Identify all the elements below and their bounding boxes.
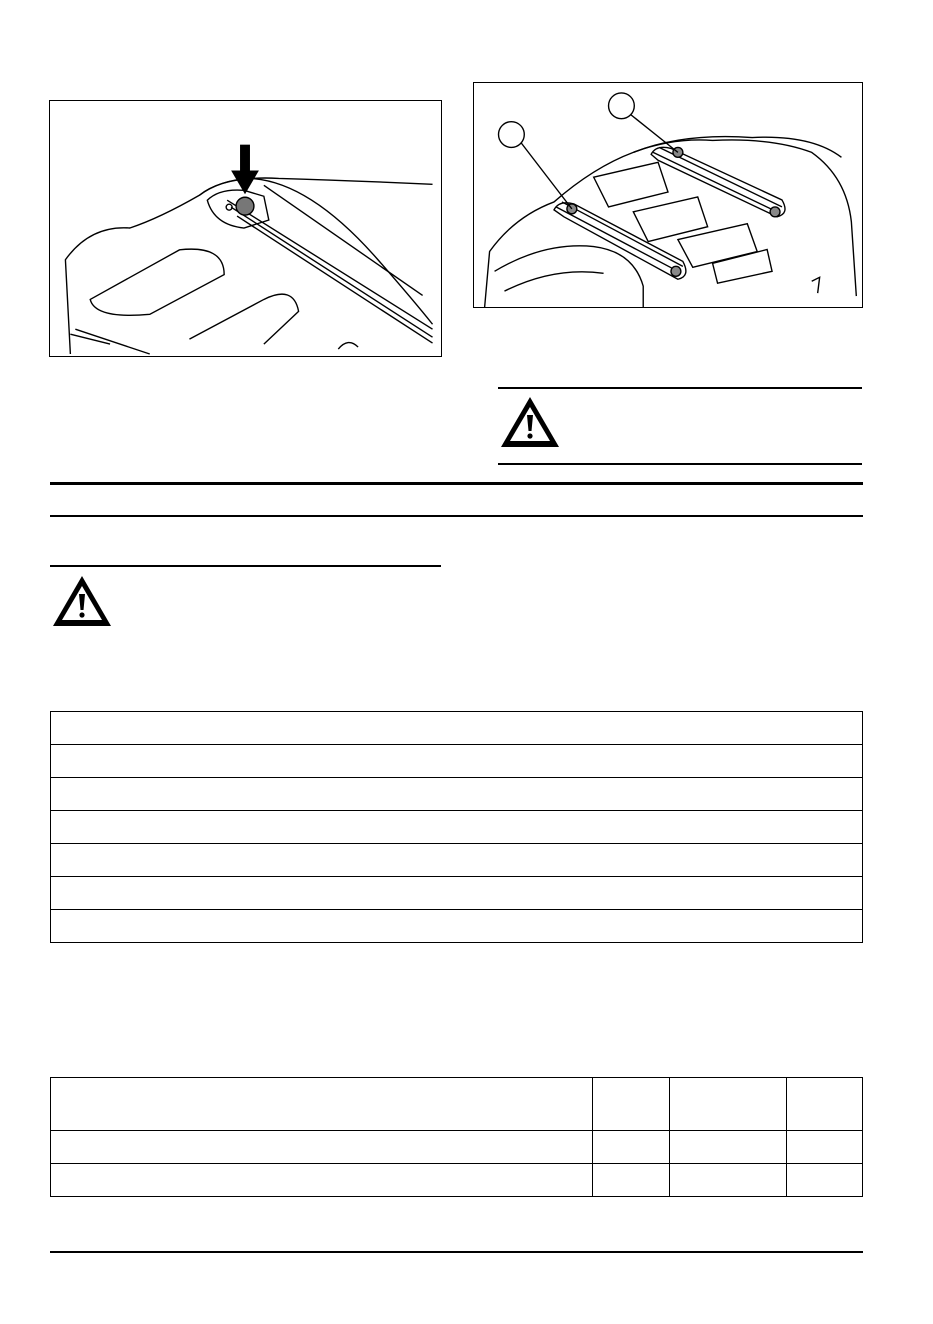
table-header-cell: [670, 1078, 787, 1131]
table-row: [51, 844, 863, 877]
section-top-rule: [50, 482, 863, 485]
table-row: [51, 1131, 863, 1164]
table-cell: [787, 1164, 863, 1197]
table-header-row: [51, 1078, 863, 1131]
table-cell: [51, 910, 863, 943]
table-row: [51, 712, 863, 745]
figure-cover-screw: [49, 100, 442, 357]
table-header-cell: [593, 1078, 670, 1131]
table-cell: [51, 844, 863, 877]
table-header-cell: [787, 1078, 863, 1131]
callout-2: [609, 93, 635, 119]
table-specifications: [50, 1077, 863, 1197]
warning-left-top-rule: [50, 565, 441, 567]
table-cell: [593, 1131, 670, 1164]
table-cell: [51, 712, 863, 745]
table-row: [51, 811, 863, 844]
table-cell: [51, 811, 863, 844]
table-maintenance: [50, 711, 863, 943]
table-cell: [51, 877, 863, 910]
table-cell: [51, 1131, 593, 1164]
warning-bottom-rule: [498, 463, 862, 465]
table-cell: [51, 1164, 593, 1197]
table-row: [51, 877, 863, 910]
footer-rule: [50, 1251, 863, 1253]
table-row: [51, 778, 863, 811]
cover-screw-illustration: [50, 101, 441, 356]
section-bottom-rule: [50, 515, 863, 517]
table-header-cell: [51, 1078, 593, 1131]
table-row: [51, 910, 863, 943]
callout-1: [499, 122, 525, 148]
cover-rails-illustration: [474, 83, 862, 307]
table-cell: [51, 745, 863, 778]
table-cell: [51, 778, 863, 811]
table-cell: [593, 1164, 670, 1197]
arrow-down-icon: [231, 145, 259, 195]
table-cell: [670, 1164, 787, 1197]
table-cell: [787, 1131, 863, 1164]
table-cell: [670, 1131, 787, 1164]
warning-top-rule: [498, 387, 862, 389]
figure-cover-rails: [473, 82, 863, 308]
warning-triangle-icon: [50, 573, 114, 629]
table-row: [51, 745, 863, 778]
warning-triangle-icon: [498, 394, 562, 450]
table-row: [51, 1164, 863, 1197]
